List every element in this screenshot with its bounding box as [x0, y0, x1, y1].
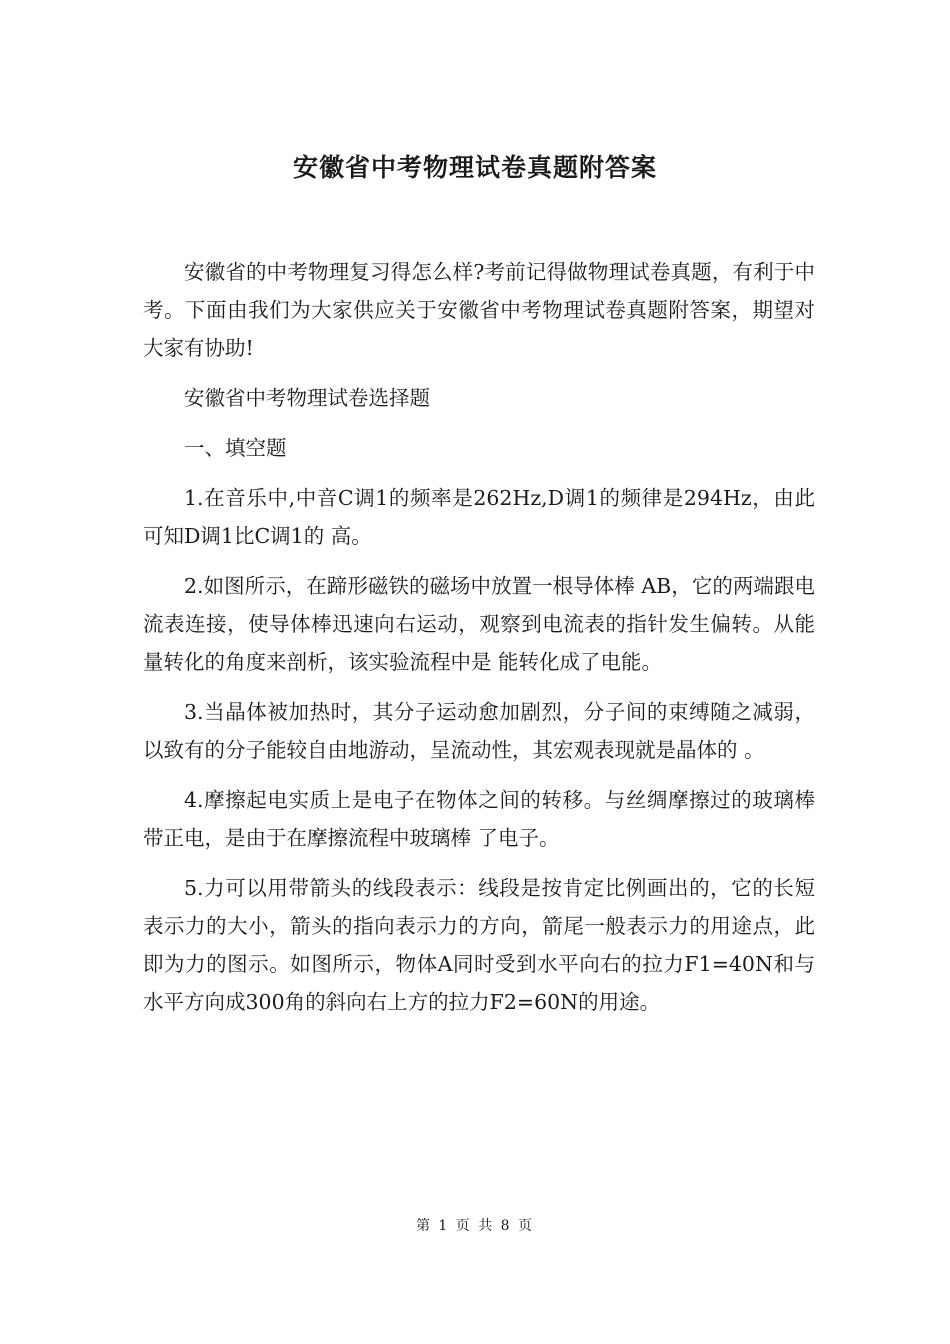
page-footer: 第 1 页 共 8 页	[415, 1218, 535, 1234]
document-title: 安徽省中考物理试卷真题附答案	[292, 153, 657, 182]
subsection-heading: 一、填空题	[184, 436, 287, 460]
question-2: 2.如图所示，在蹄形磁铁的磁场中放置一根导体棒 AB，它的两端跟电流表连接，使导体棒迅速向右运动，观察到电流表的指针发生偏转。从能量转化的角度来剖析，该实验流程中是 能转化成了电能。	[143, 574, 815, 674]
document-body	[143, 253, 815, 1033]
question-4: 4.摩擦起电实质上是电子在物体之间的转移。与丝绸摩擦过的玻璃棒带正电，是由于在摩擦流程中玻璃棒 了电子。	[143, 788, 815, 850]
question-5: 5.力可以用带箭头的线段表示：线段是按肯定比例画出的，它的长短表示力的大小，箭头的指向表示力的方向，箭尾一般表示力的用途点，此即为力的图示。如图所示，物体A同时受到水平向右的拉力F1=40N和与水平方向成300角的斜向右上方的拉力F2=60N的用途。	[143, 876, 815, 1014]
intro-paragraph: 安徽省的中考物理复习得怎么样?考前记得做物理试卷真题，有利于中考。下面由我们为大家供应关于安徽省中考物理试卷真题附答案，期望对大家有协助!	[143, 260, 815, 360]
section-heading: 安徽省中考物理试卷选择题	[184, 386, 430, 410]
question-1: 1.在音乐中,中音C调1的频率是262Hz,D调1的频律是294Hz，由此可知D调1比C调1的 高。	[143, 486, 815, 548]
question-3: 3.当晶体被加热时，其分子运动愈加剧烈，分子间的束缚随之减弱，以致有的分子能较自由地游动，呈流动性，其宏观表现就是晶体的 。	[143, 700, 815, 762]
